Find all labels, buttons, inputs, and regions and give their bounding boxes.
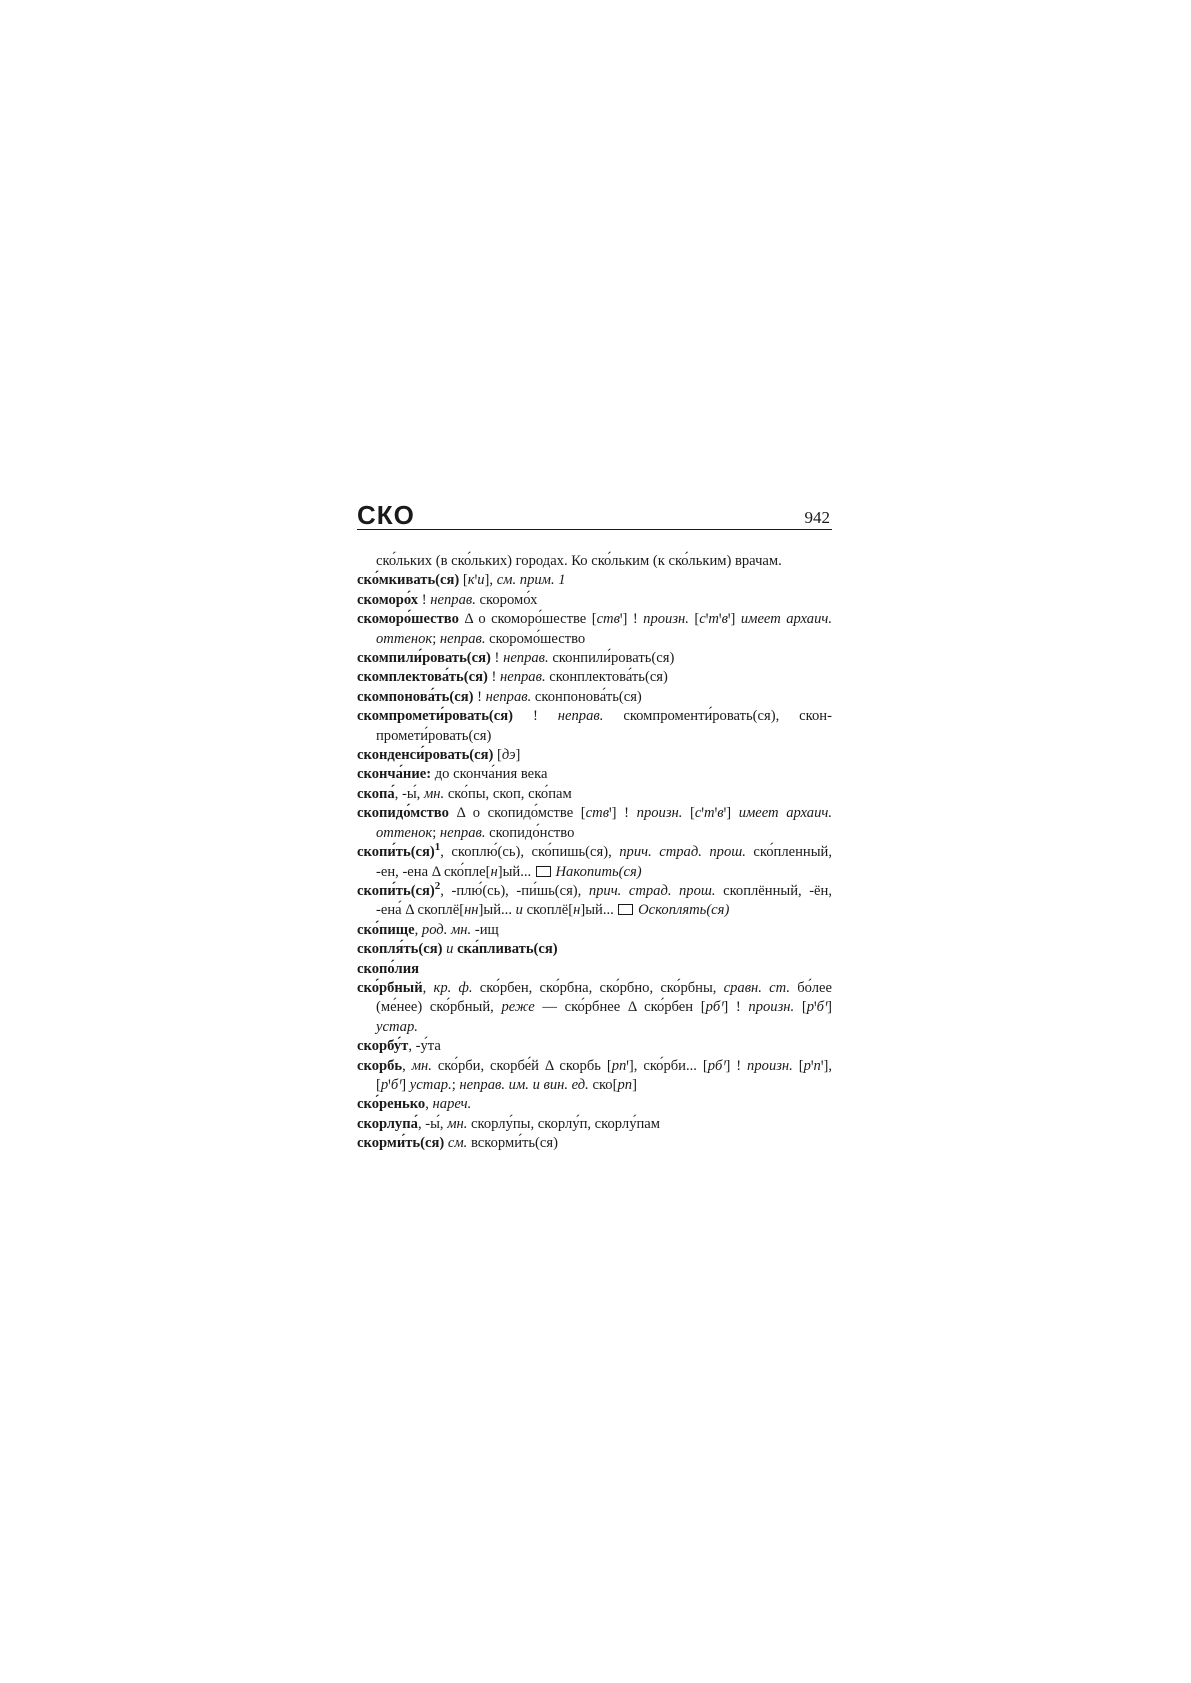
usage-label: род. мн. xyxy=(421,921,472,938)
usage-label: н xyxy=(573,902,581,919)
dictionary-page xyxy=(357,500,832,1154)
entry-text: ] ! xyxy=(725,1057,748,1074)
page-header xyxy=(357,500,832,530)
headword: ско́ренько xyxy=(357,1096,426,1113)
usage-label: реже xyxy=(501,999,535,1016)
usage-label: неправ. xyxy=(500,669,546,686)
entry-text: [ xyxy=(682,805,695,822)
usage-label: произн. xyxy=(747,1057,793,1074)
dictionary-entry xyxy=(357,979,832,1037)
headword: скорбь xyxy=(357,1057,403,1074)
entry-text: ꞌ] ! xyxy=(609,805,637,822)
usage-label: бꞌ xyxy=(390,1076,402,1093)
usage-label: и xyxy=(515,902,523,919)
usage-label: имеет архаич. оттенок xyxy=(376,611,832,647)
dictionary-entry xyxy=(357,940,832,959)
usage-label: произн. xyxy=(748,999,795,1016)
usage-label: р xyxy=(380,1076,389,1093)
entry-text: , xyxy=(414,921,422,938)
entry-text: скоромо́х xyxy=(475,591,538,608)
dictionary-entry xyxy=(357,882,832,921)
usage-label: и xyxy=(446,941,454,958)
dictionary-entry xyxy=(357,571,832,590)
entry-text: [ xyxy=(493,747,502,764)
entry-text: ] xyxy=(515,747,521,764)
headword: скопля́ть(ся) xyxy=(357,941,443,958)
headword: скомплектова́ть(ся) xyxy=(357,669,488,686)
entry-text: ], xyxy=(484,572,497,589)
usage-label: к xyxy=(467,572,475,589)
entry-text: ꞌ xyxy=(810,1057,814,1074)
usage-label: в xyxy=(717,805,724,822)
headword: скомпили́ровать(ся) xyxy=(357,650,491,667)
usage-label: н xyxy=(490,863,498,880)
usage-label: с xyxy=(694,805,702,822)
entry-text: [ xyxy=(688,611,700,628)
usage-label: неправ. xyxy=(439,824,486,841)
entry-text: [ xyxy=(459,572,468,589)
entry-text: ] ! xyxy=(723,999,749,1016)
usage-label: дэ xyxy=(501,747,516,764)
usage-label: мн. xyxy=(447,1115,468,1132)
entry-text: ]ый... xyxy=(478,902,516,919)
dictionary-entry xyxy=(357,591,832,610)
usage-label: ств xyxy=(585,805,610,822)
headword: скорлупа́ xyxy=(357,1115,418,1132)
dictionary-entry xyxy=(357,649,832,668)
usage-label: п xyxy=(813,1057,821,1074)
homonym-number: 2 xyxy=(434,880,441,893)
usage-label: ств xyxy=(596,611,620,628)
headword: скопидо́мство xyxy=(357,805,449,822)
entry-text: скорлу́пы, скорлу́п, скорлу́пам xyxy=(467,1115,661,1132)
usage-label: рп xyxy=(617,1076,633,1093)
usage-label: рп xyxy=(611,1057,627,1074)
usage-label: устар. xyxy=(409,1076,452,1093)
entry-text: ] xyxy=(827,999,832,1016)
usage-label: Оскоплять(ся) xyxy=(638,902,730,919)
entry-text: скопидо́нство xyxy=(485,824,575,841)
homonym-number: 1 xyxy=(434,841,441,854)
usage-label: т xyxy=(708,611,719,628)
entry-text: ]ый... xyxy=(497,863,535,880)
usage-label: прич. страд. прош. xyxy=(619,844,746,861)
usage-label: р xyxy=(803,1057,811,1074)
reference-square-icon xyxy=(536,866,551,877)
dictionary-entry xyxy=(357,765,832,784)
entry-text: ско́рбен, ско́рбна, ско́рбно, ско́рбны, xyxy=(472,979,724,996)
entry-text: скоромо́шество xyxy=(485,630,586,647)
entry-text: ско́пленный, -ен, -ена Δ ско́пле[ xyxy=(376,844,832,880)
dictionary-entry xyxy=(357,1095,832,1114)
entry-text: ꞌ], ско́рби... [ xyxy=(626,1057,708,1074)
usage-label: мн. xyxy=(423,785,445,802)
entry-text: скоплё[ xyxy=(522,902,574,919)
usage-label: кр. ф. xyxy=(433,979,473,996)
entry-text: ꞌ] xyxy=(727,611,741,628)
entry-text: ско́пы, скоп, ско́пам xyxy=(444,785,572,802)
usage-label: и xyxy=(477,572,485,589)
dictionary-entry xyxy=(357,960,832,979)
headword: скопи́ть(ся) xyxy=(357,882,435,899)
entry-text: ! xyxy=(473,688,486,705)
entry-text: ; xyxy=(432,630,440,647)
dictionary-entry xyxy=(357,668,832,687)
usage-label: неправ. xyxy=(485,688,532,705)
headword: ско́мкивать(ся) xyxy=(357,572,460,589)
entry-text: ꞌ xyxy=(714,805,718,822)
usage-label: имеет архаич. оттенок xyxy=(376,805,833,841)
usage-label: прич. страд. прош. xyxy=(588,882,716,899)
page-number: 942 xyxy=(804,508,830,527)
entry-text: ско́льких (в ско́льких) городах. Ко ско́льким (к ско́льким) врачам. xyxy=(376,553,782,569)
section-title: СКО xyxy=(357,500,415,530)
headword: скопи́ть(ся) xyxy=(357,844,435,861)
dictionary-entry xyxy=(357,707,832,746)
dictionary-entry xyxy=(357,1134,832,1153)
usage-label: бꞌ xyxy=(816,999,828,1016)
entry-text: ]ый... xyxy=(580,902,618,919)
entry-text: ] xyxy=(401,1076,410,1093)
usage-label: неправ. xyxy=(557,708,604,725)
usage-label: нареч. xyxy=(432,1096,472,1113)
usage-label: р xyxy=(806,999,815,1016)
dictionary-entry xyxy=(357,610,832,649)
headword: скомпонова́ть(ся) xyxy=(357,688,474,705)
dictionary-entry xyxy=(357,804,832,843)
headword: скорми́ть(ся) xyxy=(357,1135,445,1152)
entry-text: , xyxy=(422,979,434,996)
entry-text: до сконча́ния века xyxy=(431,766,548,783)
entry-text: ꞌ xyxy=(814,999,817,1016)
entry-text: [ xyxy=(794,999,807,1016)
usage-label: см. xyxy=(447,1135,468,1152)
entry-text: , -ы́, xyxy=(394,785,424,802)
entry-text: ꞌ xyxy=(388,1076,391,1093)
dictionary-entry xyxy=(357,688,832,707)
entry-text: вскорми́ть(ся) xyxy=(467,1135,558,1152)
usage-label: в xyxy=(721,611,728,628)
entry-text: ꞌ xyxy=(718,611,722,628)
entry-text: ! xyxy=(490,650,504,667)
headword: скомпромети́ровать(ся) xyxy=(357,708,514,725)
headword: сконча́ние: xyxy=(357,766,432,783)
entry-text: , -ы́, xyxy=(417,1115,448,1132)
entry-text: [ xyxy=(792,1057,804,1074)
entry-text: сконпонова́ть(ся) xyxy=(531,688,642,705)
entry-text: ꞌ] xyxy=(723,805,739,822)
entry-text: ско[ xyxy=(588,1076,618,1093)
entry-text: бо́лее (ме́нее) ско́рбный, xyxy=(376,979,832,1016)
dictionary-entry xyxy=(357,785,832,804)
entry-text: ꞌ xyxy=(705,611,709,628)
entry-text: скомпроменти́ровать(ся), сконпромети́ровать(ся) xyxy=(376,708,832,744)
headword: ска́пливать(ся) xyxy=(457,941,558,958)
dictionary-entry xyxy=(357,1037,832,1056)
usage-label: неправ. xyxy=(430,591,476,608)
usage-label: т xyxy=(704,805,715,822)
usage-label: Накопить(ся) xyxy=(555,863,642,880)
entry-text: ꞌ] ! xyxy=(619,611,644,628)
dictionary-entry xyxy=(357,1057,832,1096)
entry-text: ! xyxy=(418,591,431,608)
headword: скопа́ xyxy=(357,785,395,802)
headword: скоморо́х xyxy=(357,591,419,608)
entry-text: — ско́рбнее Δ ско́рбен [ xyxy=(534,999,706,1016)
entry-text: ! xyxy=(513,708,558,725)
entry-text: сконплектова́ть(ся) xyxy=(545,669,668,686)
entry-text: скоплённый, -ён, -ена́ Δ скоплё[ xyxy=(376,882,832,919)
headword: ско́рбный xyxy=(357,979,423,996)
reference-square-icon xyxy=(618,904,633,915)
usage-label: устар. xyxy=(376,1018,418,1035)
usage-label: рбꞌ xyxy=(707,1057,726,1074)
usage-label: произн. xyxy=(643,611,689,628)
usage-label: неправ. xyxy=(439,630,486,647)
dictionary-entry xyxy=(357,921,832,940)
usage-label: с xyxy=(699,611,706,628)
headword: ско́пище xyxy=(357,921,415,938)
entry-text: , xyxy=(402,1057,412,1074)
entry-text: , скоплю́(сь), ско́пишь(ся), xyxy=(440,844,620,861)
entry-text: , xyxy=(425,1096,433,1113)
entry-text: , -у́та xyxy=(408,1038,441,1055)
entry-text: Δ о скоморо́шестве [ xyxy=(458,611,597,628)
entry-text: ! xyxy=(487,669,500,686)
entry-text: ꞌ xyxy=(701,805,705,822)
entry-text: сконпили́ровать(ся) xyxy=(548,650,675,667)
headword: скорбу́т xyxy=(357,1038,409,1055)
entry-text: ꞌ], [ xyxy=(376,1057,832,1093)
dictionary-entry xyxy=(357,843,832,882)
entry-text: ꞌ xyxy=(474,572,478,589)
usage-label: мн. xyxy=(411,1057,432,1074)
usage-label: сравн. ст. xyxy=(723,979,791,996)
entry-text: Δ о скопидо́мстве [ xyxy=(448,805,586,822)
entry-text: ; xyxy=(432,824,440,841)
entry-text: , -плю́(сь), -пи́шь(ся), xyxy=(440,882,589,899)
usage-label: рбꞌ xyxy=(705,999,724,1016)
usage-label: неправ. xyxy=(503,650,549,667)
entry-continuation xyxy=(357,552,832,571)
entry-list xyxy=(357,552,832,1154)
headword: скоморо́шество xyxy=(357,611,459,628)
entry-text: ; xyxy=(451,1076,460,1093)
headword: сконденси́ровать(ся) xyxy=(357,747,494,764)
usage-label: см. прим. 1 xyxy=(496,572,566,589)
dictionary-entry xyxy=(357,746,832,765)
headword: скопо́лия xyxy=(357,960,419,977)
dictionary-entry xyxy=(357,1115,832,1134)
entry-text: -ищ xyxy=(471,921,499,938)
usage-label: нн xyxy=(464,902,479,919)
entry-text: ] xyxy=(632,1076,637,1093)
usage-label: неправ. им. и вин. ед. xyxy=(459,1076,589,1093)
usage-label: произн. xyxy=(636,805,683,822)
entry-text: ско́рби, скорбе́й Δ скорбь [ xyxy=(431,1057,612,1074)
